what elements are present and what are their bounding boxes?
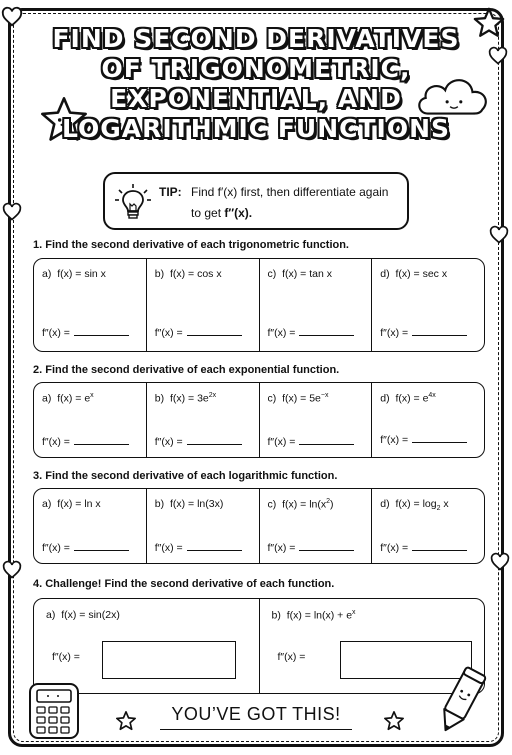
problem-function: c) f(x) = tan x xyxy=(267,268,332,280)
section-1-heading: 1. Find the second derivative of each trigonometric function. xyxy=(33,239,349,251)
title-line-3: EXPONENTIAL, AND xyxy=(110,84,402,113)
tip-text-line-1: Find f′(x) first, then differentiate again xyxy=(191,185,389,199)
problem-cell xyxy=(260,259,373,351)
title-line-4: LOGARITHMIC FUNCTIONS xyxy=(61,114,451,143)
answer-line[interactable]: f″(x) = xyxy=(268,541,355,554)
problem-cell xyxy=(147,259,260,351)
answer-line[interactable]: f″(x) = xyxy=(42,435,129,448)
problem-cell xyxy=(372,489,484,563)
title-line-1: FIND SECOND DERIVATIVES xyxy=(52,24,460,53)
section-1-row xyxy=(33,258,485,352)
star-icon xyxy=(115,710,137,732)
answer-line[interactable]: f″(x) = xyxy=(155,435,242,448)
answer-line[interactable]: f″(x) = xyxy=(380,326,467,339)
answer-line[interactable]: f″(x) = xyxy=(155,326,242,339)
lightbulb-icon xyxy=(113,182,153,222)
section-3-heading: 3. Find the second derivative of each logarithmic function. xyxy=(33,470,338,482)
answer-line[interactable]: f″(x) = xyxy=(268,435,355,448)
answer-line[interactable]: f″(x) = xyxy=(42,326,129,339)
problem-function: a) f(x) = sin x xyxy=(42,268,106,280)
calculator-icon xyxy=(26,680,84,742)
problem-function: a) f(x) = ln x xyxy=(42,498,101,510)
tip-box xyxy=(103,172,409,230)
problem-function: d) f(x) = sec x xyxy=(380,268,448,280)
problem-function: c) $f(x) = 5e^{-x}$ xyxy=(267,392,329,405)
problem-cell xyxy=(260,383,373,457)
page-title xyxy=(40,24,472,144)
heart-icon xyxy=(2,202,22,222)
section-2-row xyxy=(33,382,485,458)
star-icon xyxy=(472,6,506,40)
problem-function: d) $f(x) = \log_2 x$ xyxy=(380,498,449,513)
footer-underline xyxy=(160,729,352,730)
heart-icon xyxy=(1,6,23,28)
answer-box[interactable] xyxy=(102,641,236,679)
answer-line[interactable]: f″(x) = xyxy=(42,541,129,554)
answer-line[interactable]: f″(x) = xyxy=(380,433,467,446)
pencil-icon xyxy=(432,662,490,740)
answer-line[interactable]: f″(x) = xyxy=(155,541,242,554)
problem-cell xyxy=(372,259,484,351)
section-2-heading: 2. Find the second derivative of each exponential function. xyxy=(33,364,340,376)
footer-message: YOU’VE GOT THIS! xyxy=(171,704,341,724)
problem-cell xyxy=(147,489,260,563)
tip-text-line-2 xyxy=(191,206,252,220)
heart-icon xyxy=(490,552,510,572)
answer-label: f″(x) = xyxy=(52,651,80,663)
problem-cell xyxy=(372,383,484,457)
problem-cell xyxy=(34,383,147,457)
section-3-row xyxy=(33,488,485,564)
heart-icon xyxy=(488,46,508,66)
problem-function: c) $f(x) = \ln(x^2)$ xyxy=(267,498,334,511)
problem-function: b) f(x) = cos x xyxy=(154,268,222,280)
title-line-2: OF TRIGONOMETRIC, xyxy=(101,54,411,83)
problem-function: b) f(x) = ln(3x) xyxy=(154,498,224,510)
problem-function: a) f(x) = sin(2x) xyxy=(46,609,120,621)
tip-text-prefix: to get xyxy=(191,206,222,220)
problem-cell xyxy=(147,383,260,457)
section-4-heading: 4. Challenge! Find the second derivative of each function. xyxy=(33,578,335,590)
problem-function: b) $f(x) = \ln(x) + e^x$ xyxy=(271,609,356,622)
challenge-row xyxy=(33,598,485,694)
problem-cell xyxy=(260,489,373,563)
problem-cell xyxy=(34,489,147,563)
tip-label: TIP: xyxy=(159,185,182,199)
problem-function: d) $f(x) = e^{4x}$ xyxy=(380,392,436,405)
answer-label: f″(x) = xyxy=(277,651,306,663)
star-icon xyxy=(383,710,405,732)
answer-line[interactable]: f″(x) = xyxy=(268,326,355,339)
problem-cell xyxy=(34,259,147,351)
heart-icon xyxy=(2,560,22,580)
tip-text-target: f″(x). xyxy=(224,206,253,220)
problem-function: a) $f(x) = e^x$ xyxy=(42,392,94,405)
challenge-cell xyxy=(34,599,260,693)
problem-function: b) $f(x) = 3e^{2x}$ xyxy=(154,392,217,405)
answer-line[interactable]: f″(x) = xyxy=(380,541,467,554)
heart-icon xyxy=(489,225,509,245)
